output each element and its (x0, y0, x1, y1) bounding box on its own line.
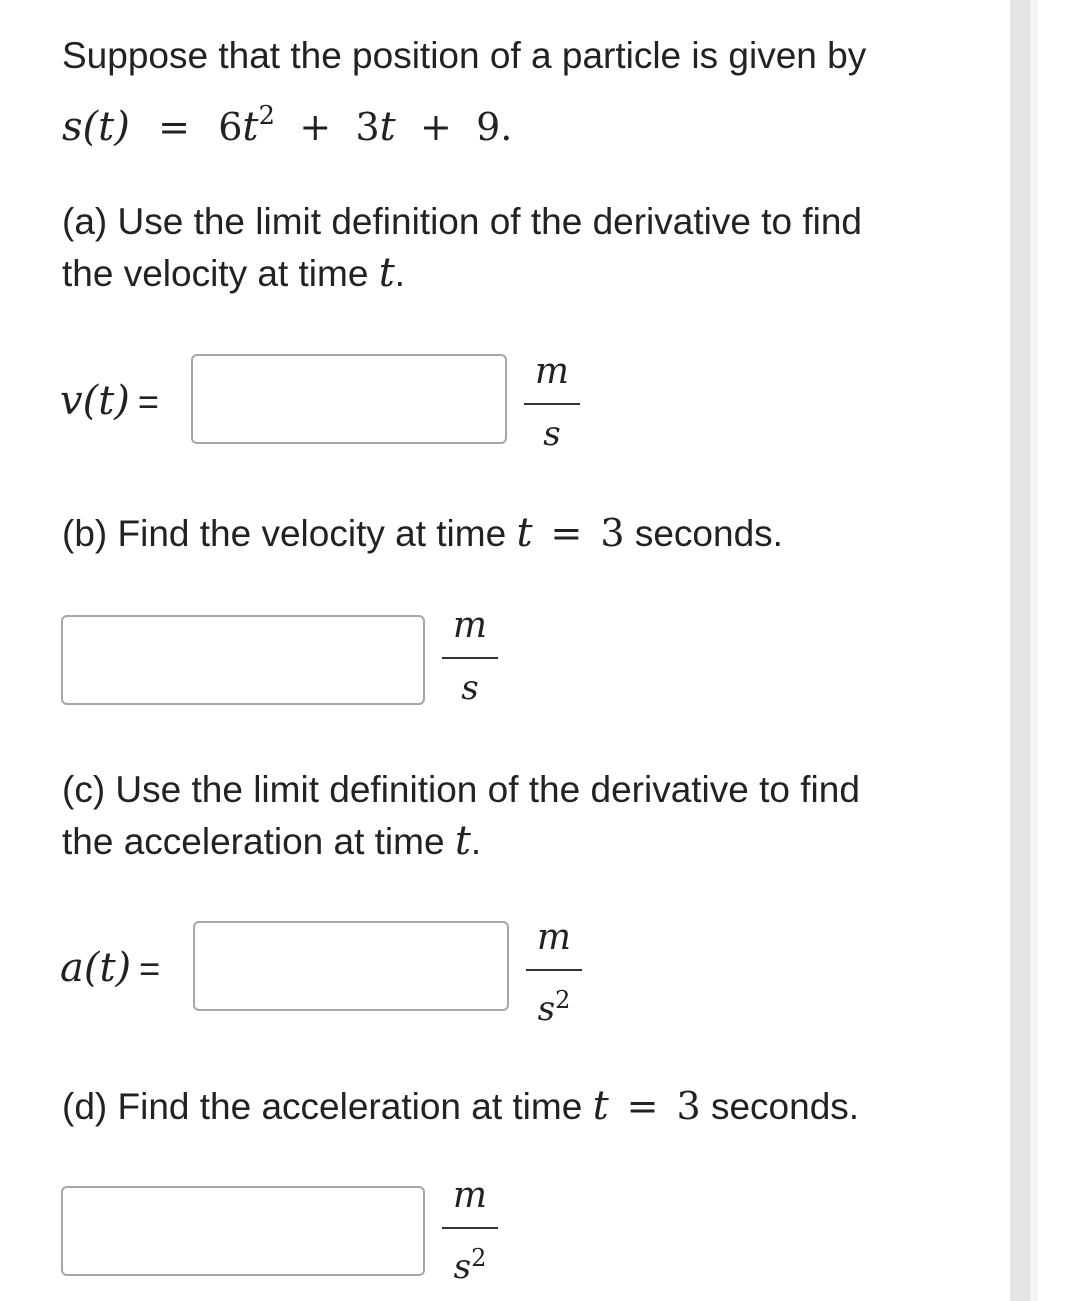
part-b-prompt-text: (b) Find the velocity at time (62, 513, 517, 554)
unit-denominator-exponent: 2 (471, 1244, 487, 1272)
part-b-time-variable: t (516, 510, 533, 556)
plus-sign-1: + (299, 105, 332, 149)
part-b-equals: = (550, 511, 583, 555)
part-a-prompt-line1: (a) Use the limit definition of the derivative to find (62, 201, 862, 242)
position-function: s(t) (62, 104, 130, 150)
unit-numerator: m (452, 605, 488, 646)
part-d-equals: = (626, 1084, 659, 1128)
unit-numerator: m (452, 1175, 488, 1216)
unit-denominator (440, 1238, 500, 1287)
part-c-prompt-text: the acceleration at time (62, 821, 455, 862)
term1-exponent: 2 (258, 101, 276, 131)
velocity-at-3s-unit-fraction (440, 606, 500, 716)
part-d-seconds: seconds. (700, 1086, 860, 1127)
acceleration-label (60, 943, 160, 994)
constant-term: 9. (476, 105, 513, 149)
acceleration-at-3s-unit-fraction (440, 1176, 500, 1286)
fraction-bar (442, 1227, 498, 1229)
velocity-function: v(t) (60, 378, 130, 424)
part-b-seconds: seconds. (624, 513, 783, 554)
part-a-prompt-line2 (62, 248, 405, 299)
acceleration-function: a(t) (60, 945, 132, 991)
part-c-prompt-line2 (62, 816, 481, 867)
plus-sign-2: + (419, 105, 452, 149)
part-d-prompt-text: (d) Find the acceleration at time (62, 1086, 593, 1127)
scrollbar[interactable] (1010, 0, 1038, 1301)
part-d-time-value: 3 (676, 1084, 701, 1128)
part-d-time-variable: t (592, 1083, 609, 1129)
fraction-bar (524, 403, 580, 405)
part-c-time-variable: t (454, 818, 471, 864)
unit-denominator-base: s (537, 989, 556, 1029)
term1-variable: t (242, 104, 259, 150)
intro-line: Suppose that the position of a particle is given by (62, 35, 867, 76)
part-b-time-value: 3 (600, 511, 625, 555)
unit-denominator-base: s (453, 1247, 472, 1287)
acceleration-at-3s-answer-input[interactable] (61, 1186, 425, 1276)
term1-coefficient: 6 (218, 105, 243, 149)
part-a-time-variable: t (378, 250, 395, 296)
term2-coefficient: 3 (355, 105, 380, 149)
unit-denominator-exponent: 2 (555, 986, 571, 1014)
unit-denominator (524, 980, 584, 1029)
unit-numerator: m (536, 917, 572, 958)
acceleration-equals: = (139, 948, 161, 989)
velocity-answer-input[interactable] (191, 354, 507, 444)
velocity-unit-fraction (522, 352, 582, 462)
part-a-period: . (394, 253, 406, 294)
velocity-equals: = (137, 381, 159, 422)
acceleration-unit-fraction (524, 918, 584, 1028)
fraction-bar (526, 969, 582, 971)
velocity-at-3s-answer-input[interactable] (61, 615, 425, 705)
scrollbar-track[interactable] (1030, 0, 1038, 1301)
position-equation (62, 91, 512, 153)
part-b-prompt (62, 508, 783, 559)
equation-equals: = (158, 105, 190, 149)
unit-numerator: m (534, 351, 570, 392)
unit-denominator: s (461, 668, 479, 708)
velocity-label (60, 376, 159, 427)
part-a-prompt-text: the velocity at time (62, 253, 379, 294)
unit-denominator: s (543, 414, 561, 454)
part-c-prompt-line1: (c) Use the limit definition of the derivative to find (62, 769, 860, 810)
part-c-period: . (470, 821, 482, 862)
acceleration-answer-input[interactable] (193, 921, 509, 1011)
term2-variable: t (379, 104, 396, 150)
part-d-prompt (62, 1081, 859, 1132)
fraction-bar (442, 657, 498, 659)
